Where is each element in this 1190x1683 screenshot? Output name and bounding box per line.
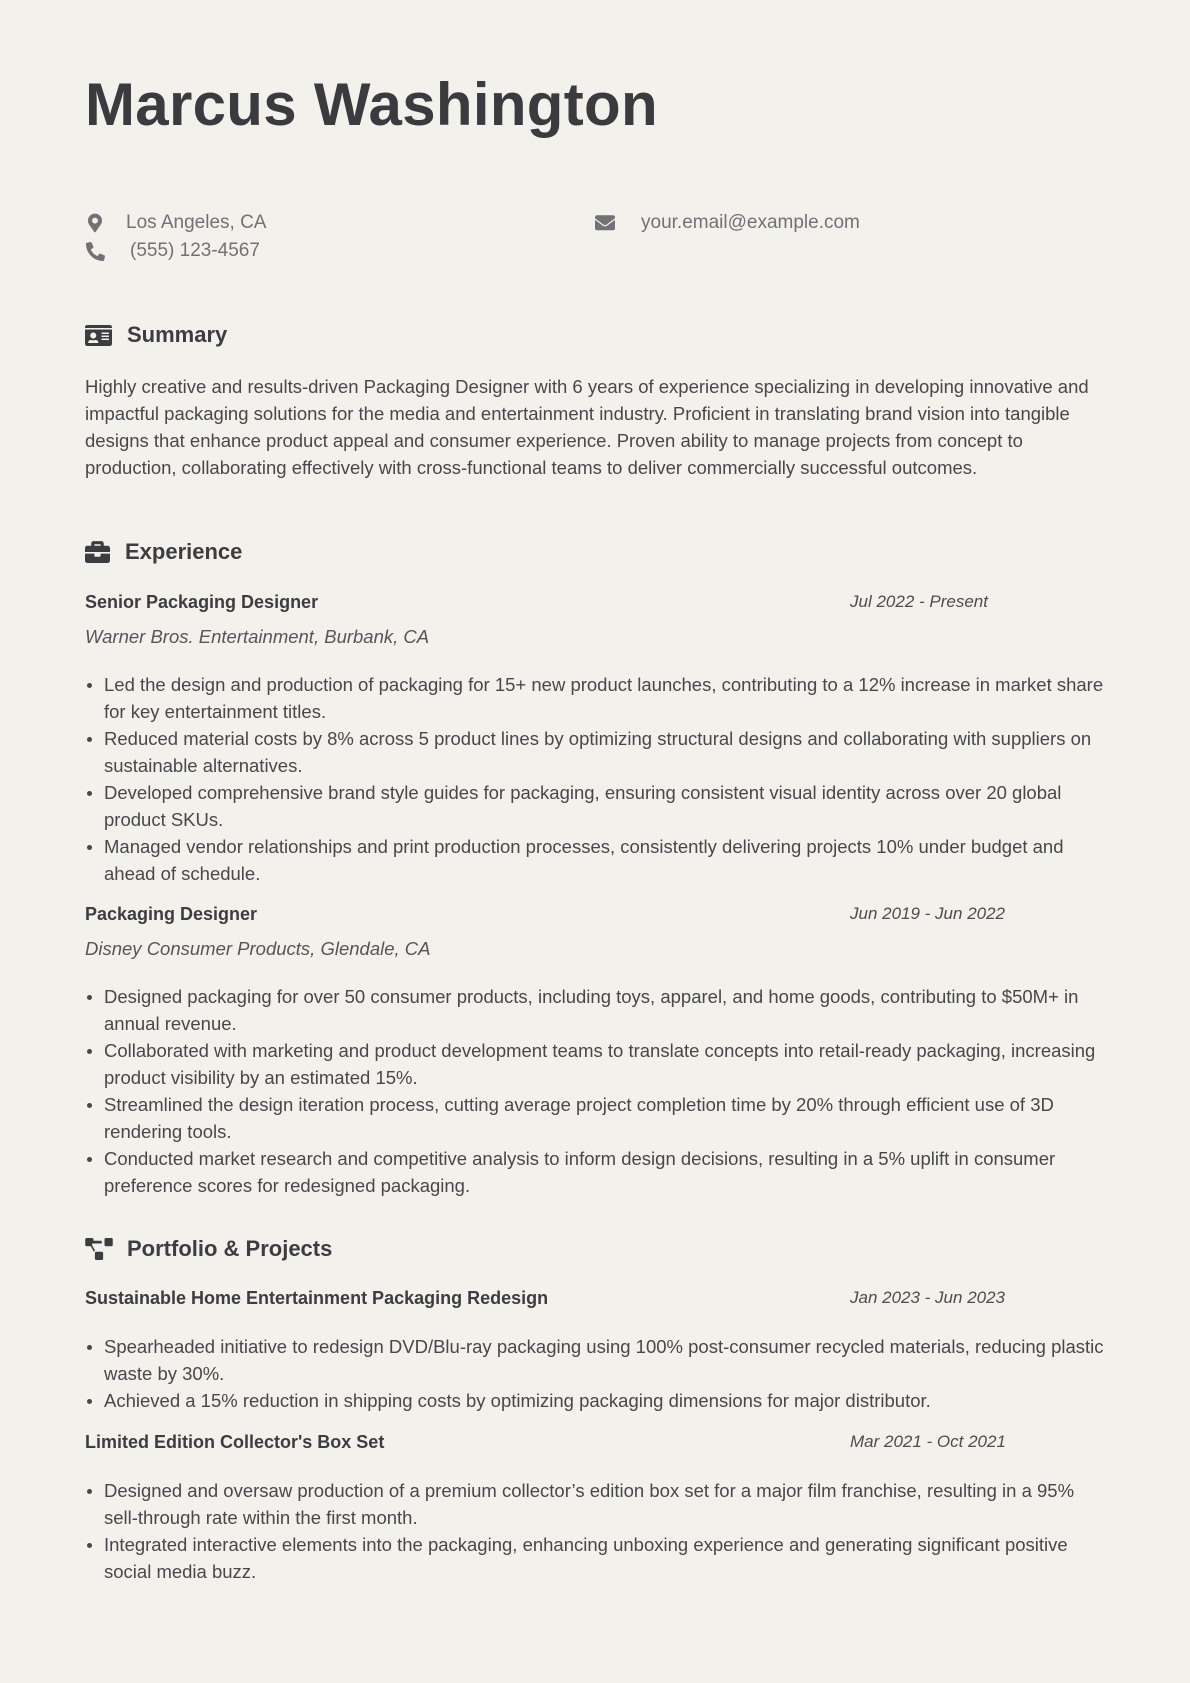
project-diagram-icon xyxy=(85,1237,113,1261)
location-text: Los Angeles, CA xyxy=(126,212,267,233)
project-bullets xyxy=(85,1333,1110,1414)
job-bullets xyxy=(85,983,1110,1199)
job-organization: Disney Consumer Products, Glendale, CA xyxy=(85,938,431,959)
bullet-item: Designed packaging for over 50 consumer products, including toys, apparel, and home goods, contributing to $50M+ in annual revenue. xyxy=(85,983,1110,1037)
id-card-icon xyxy=(85,323,113,347)
bullet-item: Developed comprehensive brand style guides for packaging, ensuring consistent visual identity across over 20 global product SKUs. xyxy=(85,779,1110,833)
projects-heading xyxy=(85,1236,332,1262)
briefcase-icon xyxy=(85,540,113,564)
summary-title: Summary xyxy=(127,322,228,347)
bullet-item: Spearheaded initiative to redesign DVD/Blu-ray packaging using 100% post-consumer recycled materials, reducing plastic waste by 30%. xyxy=(85,1333,1110,1387)
summary-text: Highly creative and results-driven Packaging Designer with 6 years of experience specializing in developing innovative and impactful packaging solutions for the media and entertainment industry. Proficient in translating brand vision into tangible designs that enhance product appeal and consumer experience. Proven ability to manage projects from concept to production, collaborating effectively with cross-functional teams to deliver commercially successful outcomes. xyxy=(85,376,1089,478)
bullet-item: Conducted market research and competitive analysis to inform design decisions, resulting in a 5% uplift in consumer preference scores for redesigned packaging. xyxy=(85,1145,1110,1199)
project-dates: Mar 2021 - Oct 2021 xyxy=(850,1432,1006,1451)
phone-text[interactable]: (555) 123-4567 xyxy=(130,240,260,261)
bullet-item: Managed vendor relationships and print production processes, consistently delivering projects 10% under budget and ahead of schedule. xyxy=(85,833,1110,887)
bullet-item: Collaborated with marketing and product development teams to translate concepts into retail-ready packaging, increasing product visibility by an estimated 15%. xyxy=(85,1037,1110,1091)
bullet-item: Achieved a 15% reduction in shipping costs by optimizing packaging dimensions for major distributor. xyxy=(85,1387,1110,1414)
experience-heading xyxy=(85,539,242,565)
envelope-icon xyxy=(595,213,615,233)
bullet-item: Designed and oversaw production of a premium collector’s edition box set for a major film franchise, resulting in a 95% sell-through rate within the first month. xyxy=(85,1477,1110,1531)
contact-location xyxy=(85,212,266,234)
bullet-item: Streamlined the design iteration process, cutting average project completion time by 20% through efficient use of 3D rendering tools. xyxy=(85,1091,1110,1145)
summary-heading xyxy=(85,322,227,348)
project-dates: Jan 2023 - Jun 2023 xyxy=(850,1288,1006,1307)
contact-email xyxy=(595,212,860,234)
job-dates: Jun 2019 - Jun 2022 xyxy=(850,904,1006,923)
job-role: Packaging Designer xyxy=(85,904,258,924)
email-link[interactable]: your.email@example.com xyxy=(641,212,860,233)
project-bullets xyxy=(85,1477,1110,1585)
phone-icon xyxy=(85,241,105,261)
bullet-item: Integrated interactive elements into the packaging, enhancing unboxing experience and generating significant positive social media buzz. xyxy=(85,1531,1110,1585)
bullet-item: Reduced material costs by 8% across 5 product lines by optimizing structural designs and collaborating with suppliers on sustainable alternatives. xyxy=(85,725,1110,779)
bullet-item: Led the design and production of packaging for 15+ new product launches, contributing to a 12% increase in market share for key entertainment titles. xyxy=(85,671,1110,725)
projects-title: Portfolio & Projects xyxy=(127,1236,333,1261)
job-bullets xyxy=(85,671,1110,887)
candidate-name: Marcus Washington xyxy=(85,71,658,138)
project-name: Sustainable Home Entertainment Packaging Redesign xyxy=(85,1288,549,1308)
job-organization: Warner Bros. Entertainment, Burbank, CA xyxy=(85,626,430,647)
map-pin-icon xyxy=(85,213,105,233)
job-dates: Jul 2022 - Present xyxy=(850,592,988,611)
contact-phone xyxy=(85,240,260,262)
experience-title: Experience xyxy=(125,539,243,564)
project-name: Limited Edition Collector's Box Set xyxy=(85,1432,385,1452)
job-role: Senior Packaging Designer xyxy=(85,592,319,612)
